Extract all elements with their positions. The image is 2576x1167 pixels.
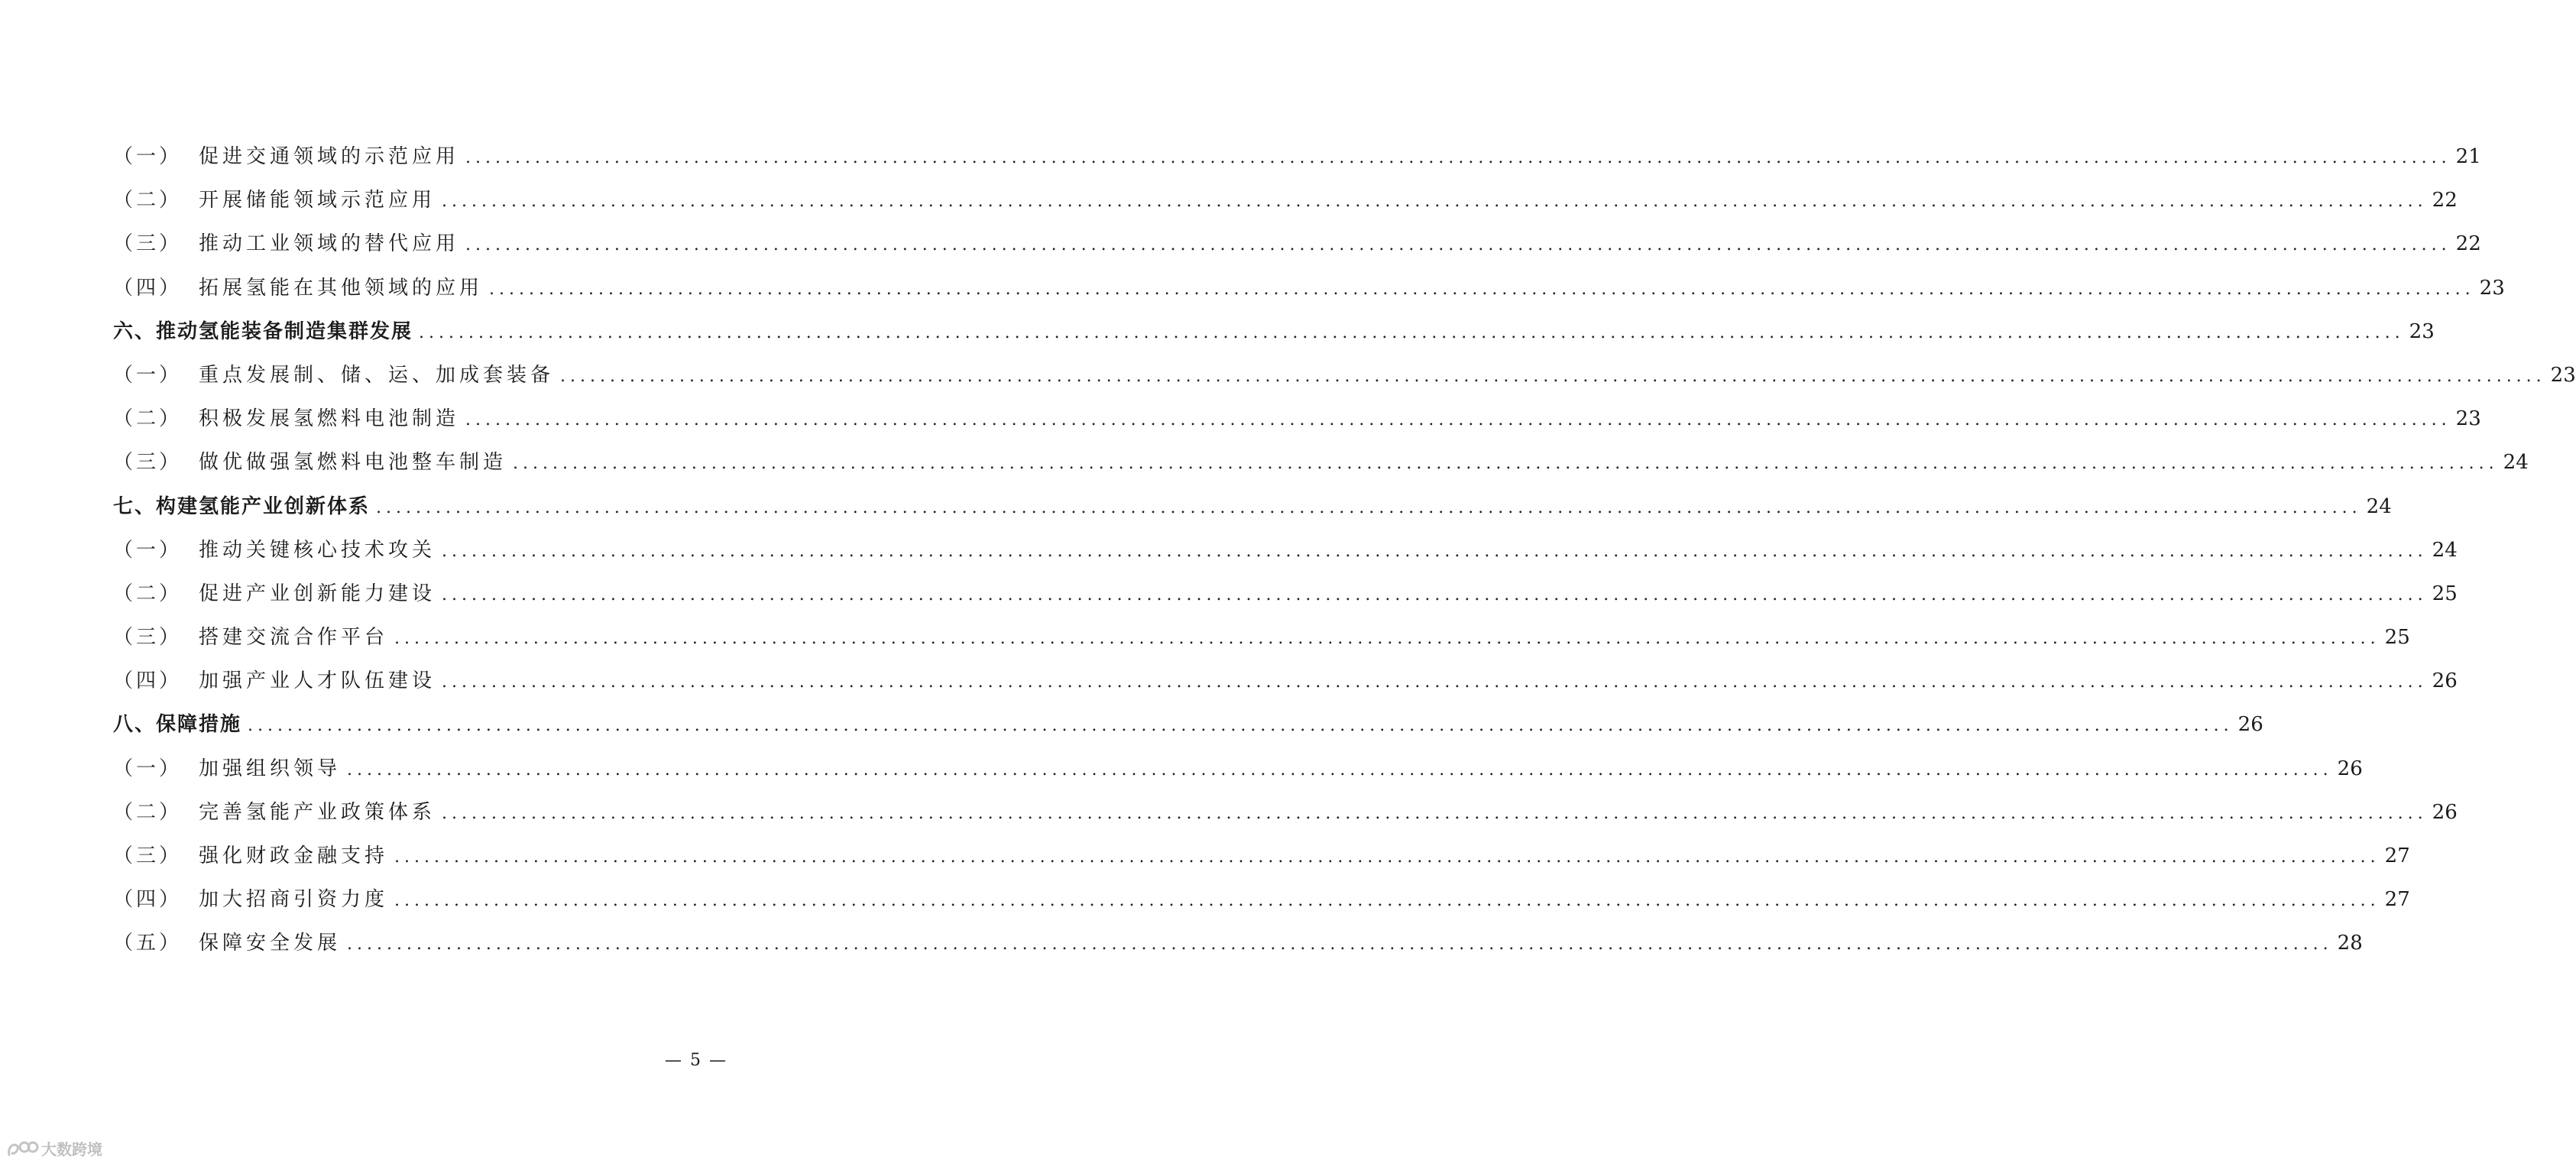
toc-item-page: 28 (2337, 932, 2363, 955)
toc-item-number: （三） (113, 626, 183, 650)
toc-item-page: 26 (2237, 713, 2263, 737)
dot-leader: ........................................................................................................................................................................................................ (465, 235, 2451, 255)
dot-leader: ........................................................................................................................................................................................................ (489, 279, 2475, 299)
toc-item-number: （三） (113, 451, 183, 475)
toc-item-page: 27 (2384, 844, 2410, 867)
dot-leader: ........................................................................................................................................................................................................ (376, 498, 2362, 517)
toc-item-title: 六、推动氢能装备制造集群发展 (113, 319, 413, 343)
dot-leader: ........................................................................................................................................................................................................ (560, 366, 2546, 386)
toc-item-page: 24 (2503, 451, 2529, 475)
toc-item-number: （四） (113, 669, 183, 693)
toc-item-page: 24 (2366, 494, 2392, 518)
toc-subsection-row[interactable] (113, 835, 2410, 878)
toc-item-number: （一） (113, 363, 183, 387)
toc-item-number: （二） (113, 189, 183, 212)
toc-subsection-row[interactable] (113, 135, 2481, 179)
toc-item-number: （一） (113, 145, 183, 168)
toc-subsection-row[interactable] (113, 529, 2458, 572)
dot-leader: ........................................................................................................................................................................................................ (442, 192, 2428, 212)
dot-leader: ........................................................................................................................................................................................................ (248, 716, 2234, 736)
toc-subsection-row[interactable] (113, 441, 2529, 485)
toc-subsection-row[interactable] (113, 878, 2410, 922)
toc-item-number: （二） (113, 800, 183, 824)
toc-item-page: 23 (2455, 407, 2481, 431)
dot-leader: ........................................................................................................................................................................................................ (347, 760, 2333, 780)
toc-section-row[interactable] (113, 485, 2392, 529)
toc-item-page: 23 (2550, 363, 2576, 387)
toc-item-page: 27 (2384, 888, 2410, 912)
dot-leader: ........................................................................................................................................................................................................ (394, 891, 2380, 911)
toc-subsection-row[interactable] (113, 267, 2505, 310)
toc-item-title: 保障安全发展 (199, 932, 342, 955)
toc-item-number: （五） (113, 932, 183, 955)
toc-item-page: 21 (2455, 145, 2481, 168)
table-of-contents (113, 135, 2576, 966)
toc-item-title: 完善氢能产业政策体系 (199, 800, 436, 824)
toc-item-title: 推动关键核心技术攻关 (199, 538, 436, 562)
toc-item-number: （三） (113, 844, 183, 867)
toc-item-title: 做优做强氢燃料电池整车制造 (199, 451, 507, 475)
toc-subsection-row[interactable] (113, 397, 2481, 441)
dot-leader: ........................................................................................................................................................................................................ (394, 629, 2380, 649)
toc-item-title: 八、保障措施 (113, 713, 242, 737)
toc-subsection-row[interactable] (113, 354, 2576, 397)
toc-subsection-row[interactable] (113, 747, 2363, 791)
watermark (6, 1137, 102, 1159)
toc-item-number: （三） (113, 232, 183, 256)
toc-subsection-row[interactable] (113, 922, 2363, 965)
toc-item-title: 拓展氢能在其他领域的应用 (199, 276, 484, 300)
toc-item-number: （四） (113, 276, 183, 300)
toc-section-row[interactable] (113, 310, 2435, 354)
toc-subsection-row[interactable] (113, 791, 2458, 835)
dot-leader: ........................................................................................................................................................................................................ (465, 148, 2451, 167)
dot-leader: ........................................................................................................................................................................................................ (442, 585, 2428, 605)
toc-item-page: 26 (2337, 757, 2363, 780)
toc-item-title: 搭建交流合作平台 (199, 626, 389, 650)
toc-item-number: （一） (113, 757, 183, 780)
toc-subsection-row[interactable] (113, 222, 2481, 266)
watermark-text: 大数跨境 (41, 1140, 102, 1159)
toc-subsection-row[interactable] (113, 660, 2458, 703)
toc-item-title: 强化财政金融支持 (199, 844, 389, 867)
toc-item-title: 加强产业人才队伍建设 (199, 669, 436, 693)
toc-item-page: 22 (2455, 232, 2481, 256)
toc-item-page: 26 (2432, 800, 2458, 824)
toc-item-number: （二） (113, 582, 183, 605)
dot-leader: ........................................................................................................................................................................................................ (419, 323, 2405, 342)
toc-item-title: 加强组织领导 (199, 757, 342, 780)
dot-leader: ........................................................................................................................................................................................................ (465, 410, 2451, 430)
toc-item-page: 25 (2384, 626, 2410, 650)
toc-item-title: 促进产业创新能力建设 (199, 582, 436, 605)
toc-item-title: 推动工业领域的替代应用 (199, 232, 460, 256)
brand-logo-icon (6, 1138, 38, 1159)
toc-item-number: （一） (113, 538, 183, 562)
toc-item-title: 重点发展制、储、运、加成套装备 (199, 363, 555, 387)
dot-leader: ........................................................................................................................................................................................................ (513, 454, 2499, 474)
toc-item-title: 开展储能领域示范应用 (199, 189, 436, 212)
toc-item-page: 25 (2432, 582, 2458, 605)
dot-leader: ........................................................................................................................................................................................................ (347, 935, 2333, 955)
toc-subsection-row[interactable] (113, 179, 2458, 222)
toc-item-page: 24 (2432, 538, 2458, 562)
toc-item-number: （二） (113, 407, 183, 431)
toc-item-number: （四） (113, 888, 183, 912)
dot-leader: ........................................................................................................................................................................................................ (442, 541, 2428, 561)
toc-subsection-row[interactable] (113, 572, 2458, 616)
toc-item-page: 26 (2432, 669, 2458, 693)
toc-item-page: 22 (2432, 189, 2458, 212)
toc-item-title: 加大招商引资力度 (199, 888, 389, 912)
dot-leader: ........................................................................................................................................................................................................ (442, 803, 2428, 823)
toc-item-page: 23 (2409, 319, 2435, 343)
dot-leader: ........................................................................................................................................................................................................ (442, 673, 2428, 692)
toc-item-title: 积极发展氢燃料电池制造 (199, 407, 460, 431)
toc-item-title: 七、构建氢能产业创新体系 (113, 494, 371, 518)
dot-leader: ........................................................................................................................................................................................................ (394, 848, 2380, 867)
toc-item-page: 23 (2479, 276, 2505, 300)
page-number: — 5 — (665, 1051, 727, 1070)
toc-subsection-row[interactable] (113, 616, 2410, 660)
toc-item-title: 促进交通领域的示范应用 (199, 145, 460, 168)
toc-section-row[interactable] (113, 703, 2263, 747)
